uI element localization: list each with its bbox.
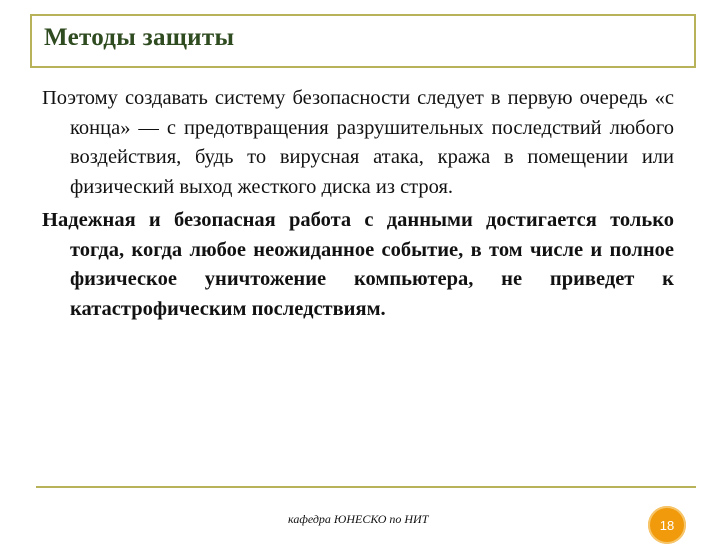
title-frame-right — [694, 14, 696, 68]
page-number: 18 — [659, 517, 675, 533]
title-frame-left — [30, 14, 32, 68]
footer-text: кафедра ЮНЕСКО по НИТ — [288, 512, 429, 526]
paragraph-1: Поэтому создавать систему безопасности следует в первую очередь «с конца» — с предотвращения разрушительных последствий любого воздействия, будь то вирусная атака, кража в помещении или физический выход жесткого диска из строя. — [42, 87, 674, 198]
footer-rule — [36, 486, 696, 488]
slide-title: Методы защиты — [44, 24, 235, 51]
slide-body — [42, 84, 674, 328]
title-frame-top — [30, 14, 696, 16]
page-number-badge — [648, 506, 686, 544]
title-underline — [30, 66, 696, 68]
paragraph-2: Надежная и безопасная работа с данными достигается только тогда, когда любое неожиданное событие, в том числе и полное физическое уничтожение компьютера, не приведет к катастрофическим последствиям. — [42, 209, 674, 320]
